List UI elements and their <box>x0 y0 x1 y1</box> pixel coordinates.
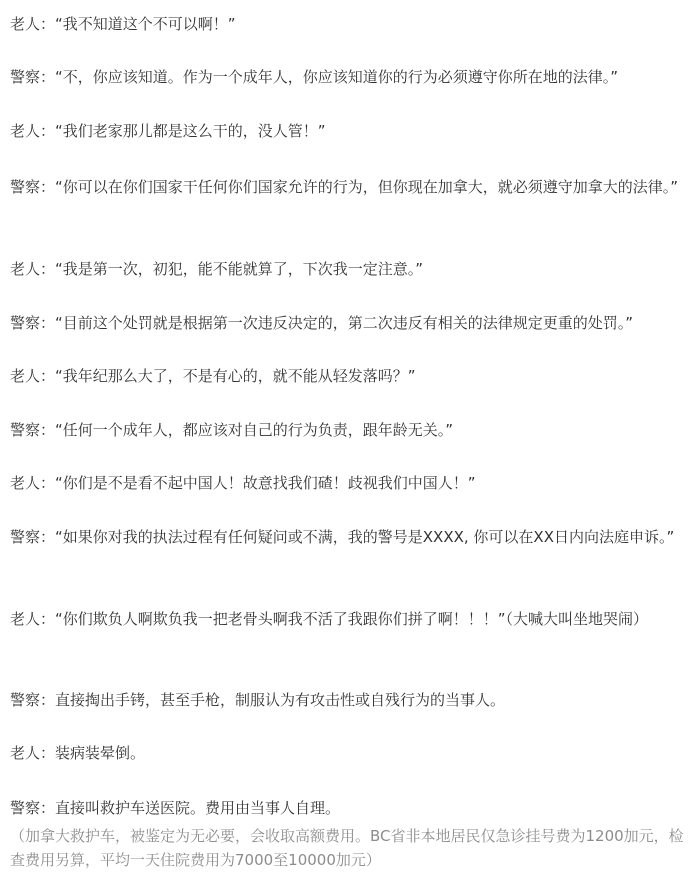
dialogue-line-elder: 老人：“我不知道这个不可以啊！” <box>10 15 236 33</box>
dialogue-line-elder: 老人：“你们是不是看不起中国人！故意找我们碴！歧视我们中国人！” <box>10 474 476 492</box>
dialogue-line-elder: 老人：“我年纪那么大了，不是有心的，就不能从轻发落吗？” <box>10 367 416 385</box>
dialogue-line-police: 警察：“不，你应该知道。作为一个成年人，你应该知道你的行为必须遵守你所在地的法律。” <box>10 68 619 86</box>
dialogue-line-police: 警察：“任何一个成年人，都应该对自己的行为负责，跟年龄无关。” <box>10 421 454 439</box>
dialogue-line-police: 警察：“目前这个处罚就是根据第一次违反决定的，第二次违反有相关的法律规定更重的处罚。” <box>10 314 634 332</box>
dialogue-line-elder: 老人：“我是第一次，初犯，能不能就算了，下次我一定注意。” <box>10 260 424 278</box>
dialogue-line-police: 警察：直接叫救护车送医院。费用由当事人自理。 <box>10 799 341 817</box>
dialogue-line-elder: 老人：“你们欺负人啊欺负我一把老骨头啊我不活了我跟你们拼了啊！！！”（大喊大叫坐地哭闹） <box>10 610 649 628</box>
dialogue-line-elder: 老人：“我们老家那儿都是这么干的，没人管！” <box>10 122 326 140</box>
ambulance-fee-note: （加拿大救护车，被鉴定为无必要，会收取高额费用。BC省非本地居民仅急诊挂号费为1200加元，检查费用另算，平均一天住院费用为7000至10000加元） <box>10 827 684 869</box>
dialogue-line-elder: 老人：装病装晕倒。 <box>10 744 146 762</box>
dialogue-line-police: 警察：直接掏出手铐，甚至手枪，制服认为有攻击性或自残行为的当事人。 <box>10 691 506 709</box>
dialogue-line-police: 警察：“你可以在你们国家干任何你们国家允许的行为，但你现在加拿大，就必须遵守加拿大的法律。” <box>10 178 679 196</box>
dialogue-line-police: 警察：“如果你对我的执法过程有任何疑问或不满，我的警号是XXXX, 你可以在XX日内向法庭申诉。” <box>10 528 675 546</box>
